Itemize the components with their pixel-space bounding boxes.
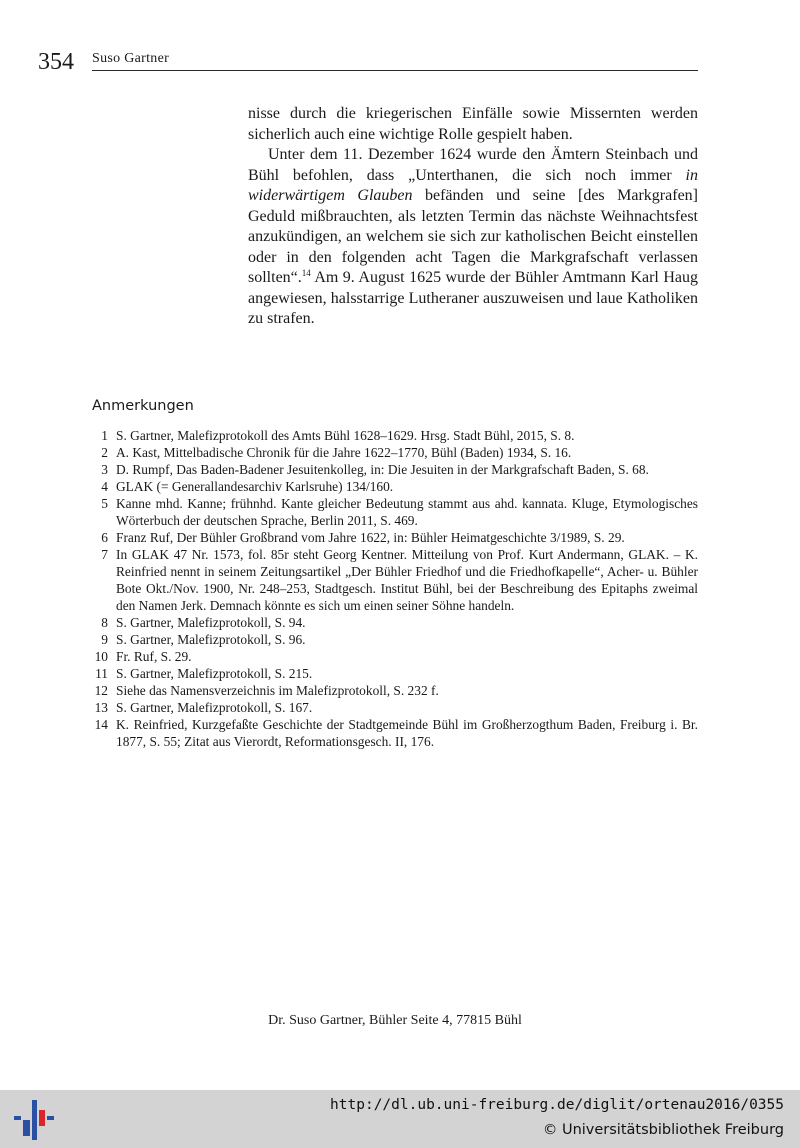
note-number: 1 <box>101 428 108 443</box>
note-item <box>92 699 698 716</box>
note-number: 13 <box>94 700 108 715</box>
note-text: S. Gartner, Malefizprotokoll, S. 215. <box>116 666 313 681</box>
note-item <box>92 427 698 444</box>
note-number: 2 <box>101 445 108 460</box>
note-number: 7 <box>101 547 108 562</box>
paragraph-1: nisse durch die kriegerischen Einfälle sowie Missernten werden sicherlich auch eine wichtige Rolle gespielt haben. <box>248 105 698 143</box>
note-item <box>92 529 698 546</box>
note-text: In GLAK 47 Nr. 1573, fol. 85r steht Georg Kentner. Mitteilung von Prof. Kurt Andermann, GLAK. – K. Reinfried nennt in seinem Zeitungsartikel „Der Bühler Friedhof und die Friedhofkapelle“, Acher- u. Bühler Bote Okt./Nov. 1900, Nr. 248–253, Stadtgesch. Institut Bühl, bei der Beschreibung des Epitaphs zweimal den Namen Jerk. Demnach könnte es sich um einen seiner Söhne handeln. <box>116 547 698 613</box>
note-text: Franz Ruf, Der Bühler Großbrand vom Jahre 1622, in: Bühler Heimatgeschichte 3/1989, S. 29. <box>116 530 625 545</box>
note-number: 5 <box>101 496 108 511</box>
footnote-ref-14[interactable]: 14 <box>301 268 311 278</box>
notes-heading: Anmerkungen <box>92 398 194 414</box>
header-rule <box>92 70 698 71</box>
note-item <box>92 648 698 665</box>
page-number: 354 <box>38 49 74 75</box>
note-text: D. Rumpf, Das Baden-Badener Jesuitenkolleg, in: Die Jesuiten in der Markgrafschaft Baden, S. 68. <box>116 462 649 477</box>
note-number: 9 <box>101 632 108 647</box>
note-text: S. Gartner, Malefizprotokoll, S. 167. <box>116 700 313 715</box>
note-text: K. Reinfried, Kurzgefaßte Geschichte der Stadtgemeinde Bühl im Großherzogthum Baden, Freiburg i. Br. 1877, S. 55; Zitat aus Vierordt, Reformationsgesch. II, 176. <box>116 717 698 749</box>
author-address: Dr. Suso Gartner, Bühler Seite 4, 77815 Bühl <box>268 1013 522 1028</box>
note-number: 3 <box>101 462 108 477</box>
notes-list <box>92 427 698 750</box>
body-text <box>248 104 698 330</box>
source-url-link[interactable]: http://dl.ub.uni-freiburg.de/diglit/ortenau2016/0355 <box>330 1097 784 1113</box>
note-text: S. Gartner, Malefizprotokoll, S. 94. <box>116 615 306 630</box>
note-text: Fr. Ruf, S. 29. <box>116 649 192 664</box>
note-item <box>92 444 698 461</box>
note-number: 4 <box>101 479 108 494</box>
note-number: 6 <box>101 530 108 545</box>
note-number: 10 <box>94 649 108 664</box>
note-item <box>92 478 698 495</box>
paragraph-2-italic: in widerwärtigem Glauben <box>248 166 698 204</box>
note-number: 14 <box>94 717 108 732</box>
paragraph-2-text-b: befänden und seine [des Markgrafen] Geduld mißbrauchten, als letzten Termin das nächste Weihnachtsfest anzukündigen, an welchem sie sich zur katholischen Beicht einstellen oder in den folgenden acht Tagen die Markgrafschaft verlassen sollten“. <box>248 187 698 286</box>
copyright-notice: © Universitätsbibliothek Freiburg <box>542 1122 784 1138</box>
paragraph-2-text-c: Am 9. August 1625 wurde der Bühler Amtmann Karl Haug angewiesen, halsstarrige Lutheraner auszuweisen und laue Katholiken zu strafen. <box>248 269 698 327</box>
footer-bar <box>0 1090 800 1148</box>
note-text: GLAK (= Generallandesarchiv Karlsruhe) 134/160. <box>116 479 394 494</box>
note-text: Kanne mhd. Kanne; frühnhd. Kante gleicher Bedeutung stammt aus ahd. kannata. Kluge, Etymologisches Wörterbuch der deutschen Sprache, Berlin 2011, S. 469. <box>116 496 698 528</box>
note-item <box>92 665 698 682</box>
note-item <box>92 546 698 614</box>
note-item <box>92 495 698 529</box>
note-item <box>92 461 698 478</box>
note-text: S. Gartner, Malefizprotokoll, S. 96. <box>116 632 306 647</box>
note-number: 12 <box>94 683 108 698</box>
note-item <box>92 682 698 699</box>
note-text: Siehe das Namensverzeichnis im Malefizprotokoll, S. 232 f. <box>116 683 439 698</box>
note-item <box>92 631 698 648</box>
note-number: 8 <box>101 615 108 630</box>
note-item <box>92 614 698 631</box>
note-number: 11 <box>95 666 108 681</box>
ub-freiburg-logo-icon[interactable] <box>14 1098 54 1142</box>
paragraph-2 <box>248 145 698 330</box>
note-text: S. Gartner, Malefizprotokoll des Amts Bühl 1628–1629. Hrsg. Stadt Bühl, 2015, S. 8. <box>116 428 575 443</box>
paragraph-2-text-a: Unter dem 11. Dezember 1624 wurde den Ämtern Steinbach und Bühl befohlen, dass „Unterthanen, die sich noch immer <box>248 146 698 184</box>
note-item <box>92 716 698 750</box>
running-head: Suso Gartner <box>92 51 170 66</box>
note-text: A. Kast, Mittelbadische Chronik für die Jahre 1622–1770, Bühl (Baden) 1934, S. 16. <box>116 445 572 460</box>
